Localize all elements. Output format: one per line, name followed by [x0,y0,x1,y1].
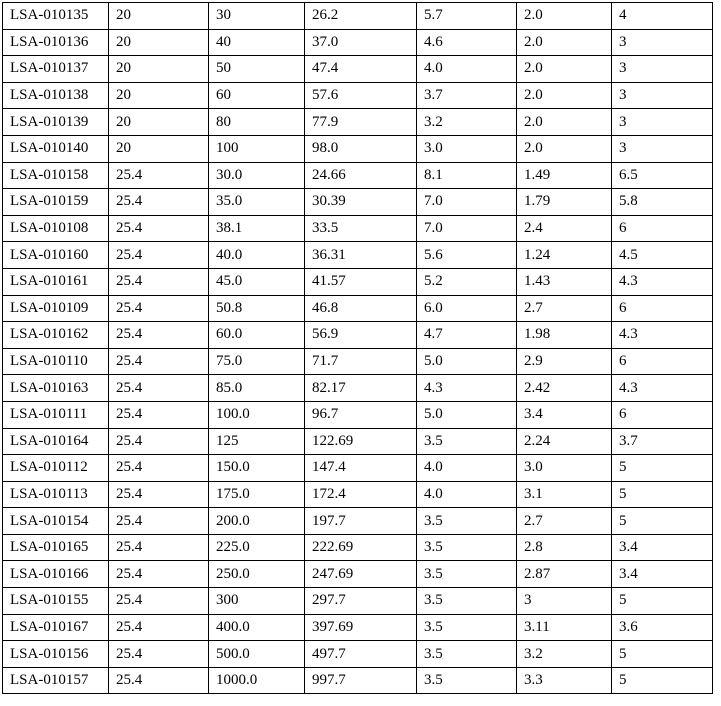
center-thickness-cell: 8.1 [417,162,517,189]
center-thickness-cell: 3.5 [417,614,517,641]
center-thickness-cell: 3.5 [417,508,517,535]
center-thickness-cell: 3.7 [417,82,517,109]
edge-thickness-cell: 2.8 [517,534,612,561]
edge-thickness-cell: 3 [517,588,612,615]
table-row [3,189,713,216]
center-thickness-cell: 4.0 [417,56,517,83]
center-thickness-cell: 5.6 [417,242,517,269]
focal-length-cell: 400.0 [209,614,305,641]
back-focal-length-cell: 997.7 [305,667,417,694]
table-row [3,215,713,242]
last-column-cell: 5 [612,588,713,615]
edge-thickness-cell: 3.4 [517,401,612,428]
edge-thickness-cell: 2.0 [517,82,612,109]
back-focal-length-cell: 297.7 [305,588,417,615]
focal-length-cell: 150.0 [209,455,305,482]
diameter-cell: 25.4 [109,534,209,561]
part-number-cell: LSA-010139 [3,109,109,136]
focal-length-cell: 125 [209,428,305,455]
edge-thickness-cell: 1.24 [517,242,612,269]
focal-length-cell: 75.0 [209,348,305,375]
table-row [3,268,713,295]
last-column-cell: 3.7 [612,428,713,455]
last-column-cell: 5 [612,508,713,535]
last-column-cell: 3 [612,29,713,56]
last-column-cell: 3.4 [612,534,713,561]
edge-thickness-cell: 2.9 [517,348,612,375]
back-focal-length-cell: 47.4 [305,56,417,83]
last-column-cell: 5 [612,667,713,694]
part-number-cell: LSA-010161 [3,268,109,295]
center-thickness-cell: 4.6 [417,29,517,56]
diameter-cell: 25.4 [109,561,209,588]
back-focal-length-cell: 56.9 [305,322,417,349]
part-number-cell: LSA-010157 [3,667,109,694]
diameter-cell: 25.4 [109,401,209,428]
center-thickness-cell: 4.3 [417,375,517,402]
focal-length-cell: 100.0 [209,401,305,428]
center-thickness-cell: 3.5 [417,641,517,668]
focal-length-cell: 50.8 [209,295,305,322]
center-thickness-cell: 4.0 [417,455,517,482]
focal-length-cell: 250.0 [209,561,305,588]
focal-length-cell: 300 [209,588,305,615]
part-number-cell: LSA-010137 [3,56,109,83]
focal-length-cell: 85.0 [209,375,305,402]
last-column-cell: 3 [612,82,713,109]
part-number-cell: LSA-010164 [3,428,109,455]
last-column-cell: 5 [612,641,713,668]
table-row [3,667,713,694]
last-column-cell: 3.4 [612,561,713,588]
last-column-cell: 5 [612,455,713,482]
center-thickness-cell: 3.5 [417,428,517,455]
center-thickness-cell: 3.0 [417,135,517,162]
edge-thickness-cell: 3.3 [517,667,612,694]
table-row [3,614,713,641]
back-focal-length-cell: 98.0 [305,135,417,162]
table-row [3,295,713,322]
part-number-cell: LSA-010163 [3,375,109,402]
edge-thickness-cell: 3.2 [517,641,612,668]
last-column-cell: 6 [612,295,713,322]
diameter-cell: 20 [109,29,209,56]
edge-thickness-cell: 2.0 [517,3,612,30]
center-thickness-cell: 3.5 [417,561,517,588]
center-thickness-cell: 7.0 [417,215,517,242]
table-row [3,3,713,30]
back-focal-length-cell: 247.69 [305,561,417,588]
part-number-cell: LSA-010140 [3,135,109,162]
back-focal-length-cell: 172.4 [305,481,417,508]
back-focal-length-cell: 82.17 [305,375,417,402]
back-focal-length-cell: 36.31 [305,242,417,269]
focal-length-cell: 45.0 [209,268,305,295]
diameter-cell: 20 [109,109,209,136]
part-number-cell: LSA-010135 [3,3,109,30]
edge-thickness-cell: 1.49 [517,162,612,189]
diameter-cell: 25.4 [109,162,209,189]
last-column-cell: 6.5 [612,162,713,189]
part-number-cell: LSA-010156 [3,641,109,668]
table-row [3,135,713,162]
part-number-cell: LSA-010136 [3,29,109,56]
edge-thickness-cell: 2.4 [517,215,612,242]
back-focal-length-cell: 397.69 [305,614,417,641]
back-focal-length-cell: 24.66 [305,162,417,189]
last-column-cell: 3 [612,109,713,136]
diameter-cell: 25.4 [109,641,209,668]
back-focal-length-cell: 122.69 [305,428,417,455]
table-row [3,348,713,375]
part-number-cell: LSA-010108 [3,215,109,242]
center-thickness-cell: 6.0 [417,295,517,322]
part-number-cell: LSA-010111 [3,401,109,428]
focal-length-cell: 40.0 [209,242,305,269]
center-thickness-cell: 3.2 [417,109,517,136]
edge-thickness-cell: 2.7 [517,295,612,322]
diameter-cell: 25.4 [109,189,209,216]
focal-length-cell: 60.0 [209,322,305,349]
focal-length-cell: 60 [209,82,305,109]
table-row [3,481,713,508]
part-number-cell: LSA-010155 [3,588,109,615]
diameter-cell: 20 [109,56,209,83]
last-column-cell: 5 [612,481,713,508]
table-row [3,375,713,402]
part-number-cell: LSA-010109 [3,295,109,322]
back-focal-length-cell: 222.69 [305,534,417,561]
back-focal-length-cell: 57.6 [305,82,417,109]
diameter-cell: 25.4 [109,508,209,535]
diameter-cell: 25.4 [109,667,209,694]
diameter-cell: 25.4 [109,348,209,375]
table-row [3,588,713,615]
edge-thickness-cell: 2.0 [517,135,612,162]
diameter-cell: 20 [109,135,209,162]
focal-length-cell: 225.0 [209,534,305,561]
part-number-cell: LSA-010159 [3,189,109,216]
last-column-cell: 4.3 [612,322,713,349]
center-thickness-cell: 3.5 [417,667,517,694]
back-focal-length-cell: 33.5 [305,215,417,242]
center-thickness-cell: 5.7 [417,3,517,30]
lens-spec-table [2,2,713,694]
table-row [3,534,713,561]
last-column-cell: 4 [612,3,713,30]
diameter-cell: 25.4 [109,428,209,455]
focal-length-cell: 80 [209,109,305,136]
center-thickness-cell: 5.0 [417,348,517,375]
last-column-cell: 6 [612,401,713,428]
part-number-cell: LSA-010110 [3,348,109,375]
edge-thickness-cell: 3.1 [517,481,612,508]
focal-length-cell: 35.0 [209,189,305,216]
table-row [3,322,713,349]
last-column-cell: 4.3 [612,375,713,402]
back-focal-length-cell: 30.39 [305,189,417,216]
edge-thickness-cell: 2.7 [517,508,612,535]
table-row [3,401,713,428]
edge-thickness-cell: 2.0 [517,109,612,136]
diameter-cell: 20 [109,3,209,30]
back-focal-length-cell: 46.8 [305,295,417,322]
focal-length-cell: 200.0 [209,508,305,535]
diameter-cell: 25.4 [109,588,209,615]
center-thickness-cell: 4.7 [417,322,517,349]
center-thickness-cell: 3.5 [417,534,517,561]
last-column-cell: 3.6 [612,614,713,641]
last-column-cell: 6 [612,348,713,375]
last-column-cell: 3 [612,135,713,162]
back-focal-length-cell: 37.0 [305,29,417,56]
diameter-cell: 25.4 [109,215,209,242]
back-focal-length-cell: 197.7 [305,508,417,535]
center-thickness-cell: 7.0 [417,189,517,216]
table-row [3,561,713,588]
diameter-cell: 25.4 [109,481,209,508]
part-number-cell: LSA-010138 [3,82,109,109]
table-row [3,109,713,136]
table-row [3,641,713,668]
edge-thickness-cell: 3.11 [517,614,612,641]
part-number-cell: LSA-010160 [3,242,109,269]
focal-length-cell: 175.0 [209,481,305,508]
diameter-cell: 25.4 [109,614,209,641]
edge-thickness-cell: 2.42 [517,375,612,402]
back-focal-length-cell: 77.9 [305,109,417,136]
table-body [3,3,713,694]
edge-thickness-cell: 2.24 [517,428,612,455]
table-row [3,56,713,83]
edge-thickness-cell: 2.0 [517,56,612,83]
part-number-cell: LSA-010154 [3,508,109,535]
table-row [3,455,713,482]
table-row [3,242,713,269]
table-row [3,82,713,109]
back-focal-length-cell: 497.7 [305,641,417,668]
part-number-cell: LSA-010167 [3,614,109,641]
focal-length-cell: 40 [209,29,305,56]
edge-thickness-cell: 1.79 [517,189,612,216]
last-column-cell: 4.3 [612,268,713,295]
back-focal-length-cell: 71.7 [305,348,417,375]
part-number-cell: LSA-010113 [3,481,109,508]
focal-length-cell: 500.0 [209,641,305,668]
back-focal-length-cell: 96.7 [305,401,417,428]
back-focal-length-cell: 147.4 [305,455,417,482]
center-thickness-cell: 5.2 [417,268,517,295]
focal-length-cell: 30 [209,3,305,30]
center-thickness-cell: 3.5 [417,588,517,615]
table-row [3,428,713,455]
diameter-cell: 25.4 [109,455,209,482]
part-number-cell: LSA-010166 [3,561,109,588]
edge-thickness-cell: 1.98 [517,322,612,349]
edge-thickness-cell: 2.87 [517,561,612,588]
back-focal-length-cell: 26.2 [305,3,417,30]
diameter-cell: 25.4 [109,268,209,295]
table-row [3,29,713,56]
last-column-cell: 3 [612,56,713,83]
diameter-cell: 25.4 [109,322,209,349]
diameter-cell: 20 [109,82,209,109]
edge-thickness-cell: 1.43 [517,268,612,295]
focal-length-cell: 38.1 [209,215,305,242]
part-number-cell: LSA-010165 [3,534,109,561]
table-row [3,508,713,535]
edge-thickness-cell: 3.0 [517,455,612,482]
focal-length-cell: 100 [209,135,305,162]
center-thickness-cell: 5.0 [417,401,517,428]
back-focal-length-cell: 41.57 [305,268,417,295]
part-number-cell: LSA-010162 [3,322,109,349]
focal-length-cell: 1000.0 [209,667,305,694]
last-column-cell: 5.8 [612,189,713,216]
part-number-cell: LSA-010158 [3,162,109,189]
focal-length-cell: 50 [209,56,305,83]
focal-length-cell: 30.0 [209,162,305,189]
diameter-cell: 25.4 [109,375,209,402]
last-column-cell: 6 [612,215,713,242]
center-thickness-cell: 4.0 [417,481,517,508]
table-row [3,162,713,189]
edge-thickness-cell: 2.0 [517,29,612,56]
diameter-cell: 25.4 [109,295,209,322]
part-number-cell: LSA-010112 [3,455,109,482]
diameter-cell: 25.4 [109,242,209,269]
last-column-cell: 4.5 [612,242,713,269]
